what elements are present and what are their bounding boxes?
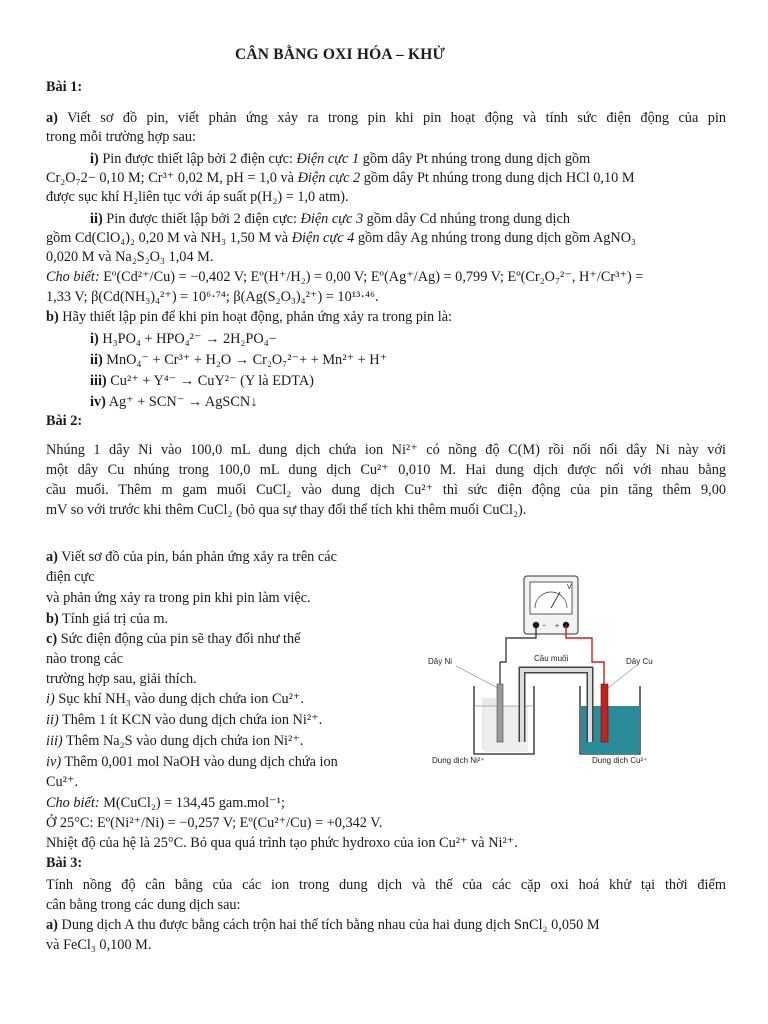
bai1-ii-line3: 0,020 M và Na₂S₂O₃ 1,04 M. — [46, 249, 214, 265]
given-label: Cho biết: — [46, 795, 100, 811]
bai1-ii-line1 — [90, 210, 570, 230]
reaction-equation: Cu²⁺ + Y⁴⁻ → CuY²⁻ (Y là EDTA) — [110, 373, 314, 389]
label-salt-bridge: Cầu muối — [534, 654, 569, 663]
bai1-i-label: i) — [90, 151, 99, 167]
given-values-1: Eº(Cd²⁺/Cu) = −0,402 V; Eº(H⁺/H₂) = 0,00 V; Eº(Ag⁺/Ag) = 0,799 V; Eº(Cr₂O₇²⁻, H⁺/Cr³⁺) = — [103, 269, 644, 285]
bai3-a-label: a) — [46, 917, 58, 933]
bai1-ii-text2: gồm dây Cd nhúng trong dung dịch — [366, 211, 570, 227]
bai1-b-text: Hãy thiết lập pin để khi pin hoạt động, phản ứng xảy ra trong pin là: — [62, 309, 453, 325]
bai1-i-text2: gồm dây Pt nhúng trong dung dịch gồm — [362, 151, 591, 167]
bai2-b-text: Tính giá trị của m. — [62, 611, 169, 627]
bai1-a-line2: trong mỗi trường hợp sau: — [46, 129, 196, 145]
page-title: CÂN BẰNG OXI HÓA – KHỬ — [234, 46, 446, 63]
bai2-case — [46, 753, 338, 773]
bai3-a-text: Dung dịch A thu được bằng cách trộn hai thể tích bằng nhau của hai dung dịch SnCl₂ 0,050 M — [61, 917, 600, 933]
bai2-intro-line: cầu muối. Thêm m gam muối CuCl₂ vào dung dịch Cu²⁺ thì sức điện động của pin tăng thêm 9,00 — [46, 482, 726, 498]
bai2-given-2: Ở 25°C: Eº(Ni²⁺/Ni) = −0,257 V; Eº(Cu²⁺/Cu) = +0,342 V. — [46, 815, 383, 831]
bai1-i-line2-text: Cr₂O₇2− 0,10 M; Cr³⁺ 0,02 M, pH = 1,0 và — [46, 170, 295, 186]
bai2-intro-line: Nhúng 1 dây Ni vào 100,0 mL dung dịch chứa ion Ni²⁺ có nồng độ C(M) rồi nối nối dây Ni này với — [46, 442, 726, 458]
reaction-equation: MnO₄⁻ + Cr³⁺ + H₂O → Cr₂O₇²⁻+ + Mn²⁺ + H⁺ — [106, 352, 388, 368]
case-label: iii) — [46, 733, 63, 749]
ni-electrode — [497, 684, 503, 742]
bai3-intro-line1: Tính nồng độ cân bằng của các ion trong dung dịch và thế của các cặp oxi hoá khử tại thời điểm — [46, 877, 726, 893]
reaction-label: iii) — [90, 373, 107, 389]
case-text: Thêm Na₂S vào dung dịch chứa ion Ni²⁺. — [66, 733, 304, 749]
bai2-given-1 — [46, 794, 285, 814]
bai2-c-label: c) — [46, 631, 58, 647]
bai1-a-line1 — [46, 109, 726, 129]
electrode-1-label: Điện cực 1 — [296, 151, 360, 167]
bai2-c-line3: trường hợp sau, giải thích. — [46, 671, 197, 687]
reaction-row — [90, 330, 277, 350]
bai1-i-line3: được sục khí H₂liên tục với áp suất p(H₂) = 1,0 atm). — [46, 189, 349, 205]
bai1-ii-line2-text: gồm Cd(ClO₄)₂ 0,20 M và NH₃ 1,50 M và — [46, 230, 289, 246]
label-ni-solution: Dung dịch Ni²⁺ — [432, 756, 485, 765]
bai1-i-line2b: gồm dây Pt nhúng trong dung dịch HCl 0,10 M — [363, 170, 635, 186]
bai1-ii-line2 — [46, 229, 636, 249]
galvanic-cell-diagram — [426, 566, 676, 776]
bai2-intro-line: mV so với trước khi thêm CuCl₂ (bỏ qua sự thay đổi thể tích khi thêm muối CuCl₂). — [46, 502, 527, 518]
bai2-c-line2: nào trong các — [46, 651, 124, 667]
given-label: Cho biết: — [46, 269, 100, 285]
terminal-minus-label: − — [542, 623, 547, 630]
voltmeter-dial — [530, 582, 572, 614]
bai3-a-line2: và FeCl₃ 0,100 M. — [46, 937, 152, 953]
bai2-b-line — [46, 610, 168, 630]
bai1-a-text: Viết sơ đồ pin, viết phản ứng xảy ra trong pin khi pin hoạt động và tính sức điện động của pin — [67, 110, 726, 126]
bai2-note: Nhiệt độ của hệ là 25°C. Bỏ qua quá trình tạo phức hydroxo của ion Cu²⁺ và Ni²⁺. — [46, 835, 518, 851]
leader-cu — [608, 666, 636, 688]
case-label: ii) — [46, 712, 59, 728]
reaction-row — [90, 393, 257, 413]
bai1-b-label: b) — [46, 309, 59, 325]
bai2-case — [46, 711, 322, 731]
reaction-equation: Ag⁺ + SCN⁻ → AgSCN↓ — [108, 394, 258, 410]
case-text: Thêm 0,001 mol NaOH vào dung dịch chứa ion — [64, 754, 338, 770]
electrode-3-label: Điện cực 3 — [300, 211, 364, 227]
bai3-intro-line2: cân bằng trong các dung dịch sau: — [46, 897, 241, 913]
bai2-case — [46, 690, 304, 710]
electrode-2-label: Điện cực 2 — [297, 170, 361, 186]
label-cu-solution: Dung dịch Cu²⁺ — [592, 756, 648, 765]
bai2-a-line3: và phản ứng xảy ra trong pin khi pin làm việc. — [46, 590, 311, 606]
bai2-c-line1 — [46, 630, 301, 650]
label-ni-wire: Dây Ni — [428, 657, 453, 666]
bai1-ii-label: ii) — [90, 211, 103, 227]
bai1-given-line2: 1,33 V; β(Cd(NH₃)₄²⁺) = 10⁶·⁷⁴; β(Ag(S₂O₃)₄²⁺) = 10¹³·⁴⁶. — [46, 289, 379, 305]
bai2-a-label: a) — [46, 549, 58, 565]
bai1-a-label: a) — [46, 110, 58, 126]
leader-ni — [456, 666, 498, 688]
bai2-case4-cont: Cu²⁺. — [46, 774, 79, 790]
bai1-i-line1 — [90, 150, 590, 170]
bai3-heading: Bài 3: — [46, 855, 83, 871]
case-text: Sục khí NH₃ vào dung dịch chứa ion Cu²⁺. — [58, 691, 305, 707]
reaction-row — [90, 372, 314, 392]
reaction-row — [90, 351, 387, 371]
case-label: i) — [46, 691, 55, 707]
bai2-a-text: Viết sơ đồ của pin, bán phản ứng xảy ra trên các — [61, 549, 337, 565]
bai1-heading: Bài 1: — [46, 79, 83, 95]
reaction-label: iv) — [90, 394, 106, 410]
label-cu-wire: Dây Cu — [626, 657, 653, 666]
reaction-label: ii) — [90, 352, 103, 368]
bai1-b-line — [46, 308, 452, 328]
bai2-b-label: b) — [46, 611, 59, 627]
reaction-label: i) — [90, 331, 99, 347]
case-label: iv) — [46, 754, 62, 770]
bai2-a-line2: điện cực — [46, 569, 95, 585]
bai2-a-line1 — [46, 548, 337, 568]
reaction-equation: H₃PO₄ + HPO₄²⁻ → 2H₂PO₄− — [102, 331, 277, 347]
bai2-intro-line: một dây Cu nhúng trong 100,0 mL dung dịch Cu²⁺ 0,010 M. Hai dung dịch được nối với nhau bằng — [46, 462, 726, 478]
bai3-a-line1 — [46, 916, 600, 936]
bai1-i-line2 — [46, 169, 635, 189]
bai1-i-text1: Pin được thiết lập bởi 2 điện cực: — [102, 151, 293, 167]
case-text: Thêm 1 ít KCN vào dung dịch chứa ion Ni²⁺. — [62, 712, 323, 728]
bai1-ii-line2b: gồm dây Ag nhúng trong dung dịch gồm AgNO₃ — [357, 230, 637, 246]
terminal-plus-label: + — [555, 623, 560, 630]
given-molar-mass: M(CuCl₂) = 134,45 gam.mol⁻¹; — [103, 795, 285, 811]
bai2-heading: Bài 2: — [46, 413, 83, 429]
electrode-4-label: Điện cực 4 — [291, 230, 355, 246]
bai1-given-line1 — [46, 268, 643, 288]
bai2-c-text: Sức điện động của pin sẽ thay đổi như thế — [60, 631, 301, 647]
voltmeter-v-label: V — [567, 584, 572, 591]
bai2-case — [46, 732, 303, 752]
bai1-ii-text1: Pin được thiết lập bởi 2 điện cực: — [106, 211, 297, 227]
cu-electrode — [601, 684, 608, 742]
